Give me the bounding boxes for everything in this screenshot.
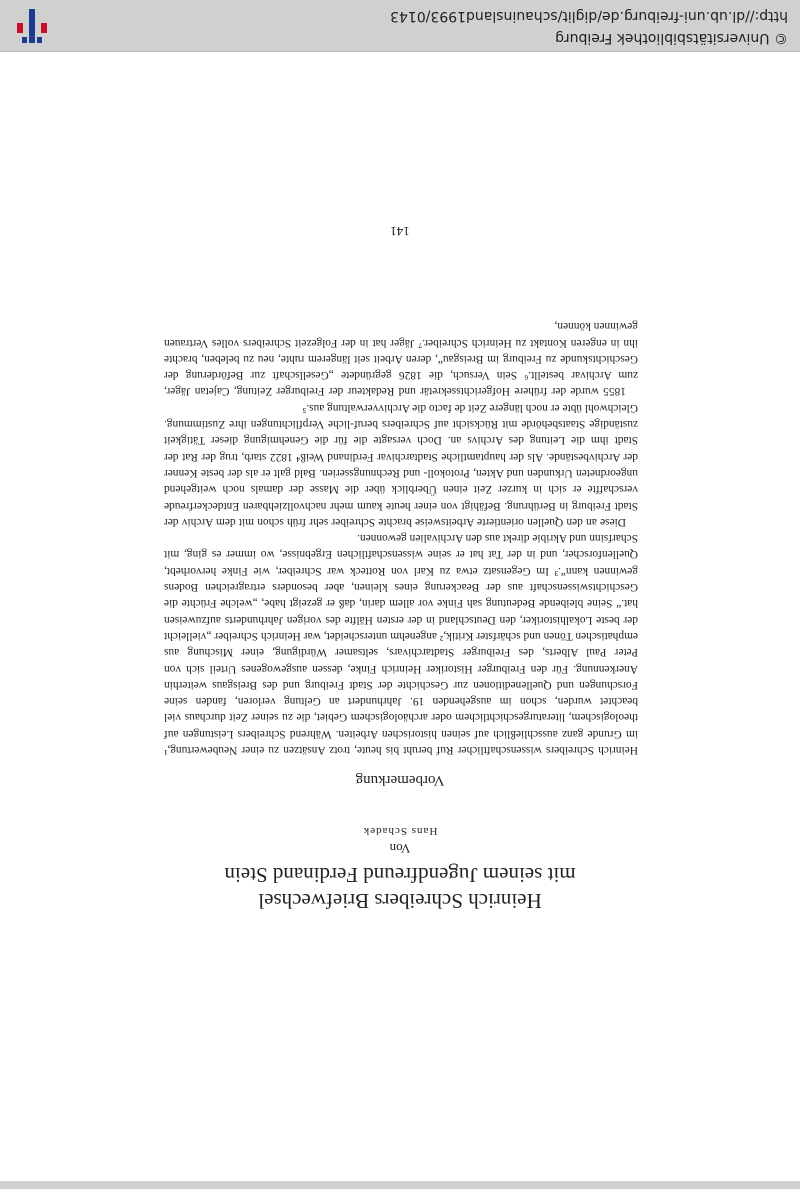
author-name: Hans Schadek [362,825,438,837]
article-title [0,862,800,914]
title-line-2: mit seinem Jugendfreund Ferdinand Stein [224,863,576,887]
paragraph-1: Heinrich Schreibers wissenschaftlicher Ruf beruht bis heute, trotz Ansätzen zu einer Neubewertung,¹ im Grunde ganz ausschließlich auf seinen historischen Arbeiten. Während Schreibers Leistungen auf theologischem, literaturgeschichtlichem oder archäologischem Gebiet, die zu seiner Zeit durchaus viel beachtet wurden, schon im ausgehenden 19. Jahrhundert an Geltung verloren, fanden seine Forschungen und Quelleneditionen zur Geschichte der Stadt Freiburg und des Breisgaus weiterhin Anerkennung. Für den Freiburger Historiker Heinrich Finke, dessen ausgewogenes Urteil sich von Peter Paul Alberts, des Freiburger Stadtarchivars, seltsamer Würdigung, einer Mischung aus emphatischen Tönen und schärfster Kritik,² angenehm unterscheidet, war Heinrich Schreiber „vielleicht der beste Lokalhistoriker, den Deutschland in der ersten Hälfte des vorigen Jahrhunderts aufzuweisen hat.“ Seine bleibende Bedeutung sah Finke vor allem darin, daß er gezeigt habe, „welche Früchte die Geschichtswissenschaft aus der Beackerung eines kleinen, aber besonders ertragreichen Bodens gewinnen kann“.³ Im Gegensatz etwa zu Karl von Rotteck war Schreiber, wie Finke hervorhebt, Quellenforscher, und in der Tat hat er seine wissenschaftlichen Ergebnisse, wo immer es ging, mit Scharfsinn und Akribie direkt aus den Archivalien gewonnen. [164,532,638,756]
byline-von: Von [389,841,411,856]
viewer-top-strip [0,1181,800,1189]
body-text [164,318,638,758]
paragraph-2: Diese an den Quellen orientierte Arbeitsweise brachte Schreiber sehr früh schon mit dem Archiv der Stadt Freiburg in Berührung. Befähigt von einer heute kaum mehr nachvollziehbaren Entdeckerfreude verschaffte er sich in kurzer Zeit einen Überblick über die Masse der damals noch weitgehend ungeordneten Urkunden und Akten, Protokoll- und Rechnungsserien. Bald galt er als der beste Kenner der Archivbestände. Als der hauptamtliche Stadtarchivar Ferdinand Weiß⁴ 1822 starb, trug der Rat der Stadt ihm die Leitung des Archivs an. Doch versagte die für die Genehmigung dieser Tätigkeit zuständige Staatsbehörde mit Rücksicht auf Schreibers beruf-liche Verpflichtungen ihre Zustimmung. Gleichwohl übte er noch längere Zeit de facto die Archivverwaltung aus.⁵ [164,401,638,528]
viewer-footer [0,0,800,52]
copyright-credit: © Universitätsbibliothek Freiburg [555,30,788,46]
permalink-url[interactable]: http://dl.ub.uni-freiburg.de/diglit/schauinsland1993/0143 [390,8,788,24]
title-line-1: Heinrich Schreibers Briefwechsel [258,889,542,913]
university-library-logo-icon [12,7,52,47]
page-number: 141 [390,224,410,239]
section-heading: Vorbemerkung [355,772,445,788]
document-page [0,52,800,1181]
paragraph-3: 1855 wurde der frühere Hofgerichtssekretär und Redakteur der Freiburger Zeitung, Cajetan Jäger, zum Archivar bestellt.⁶ Sein Versuch, die 1826 gegründete „Gesellschaft zur Beförderung der Geschichtskunde zu Freiburg im Breisgau“, deren Arbeit seit längerem ruhte, neu zu beleben, brachte ihn in engeren Kontakt zu Heinrich Schreiber.⁷ Jäger hat in der Folgezeit Schreibers volles Vertrauen gewinnen können, [164,320,638,398]
